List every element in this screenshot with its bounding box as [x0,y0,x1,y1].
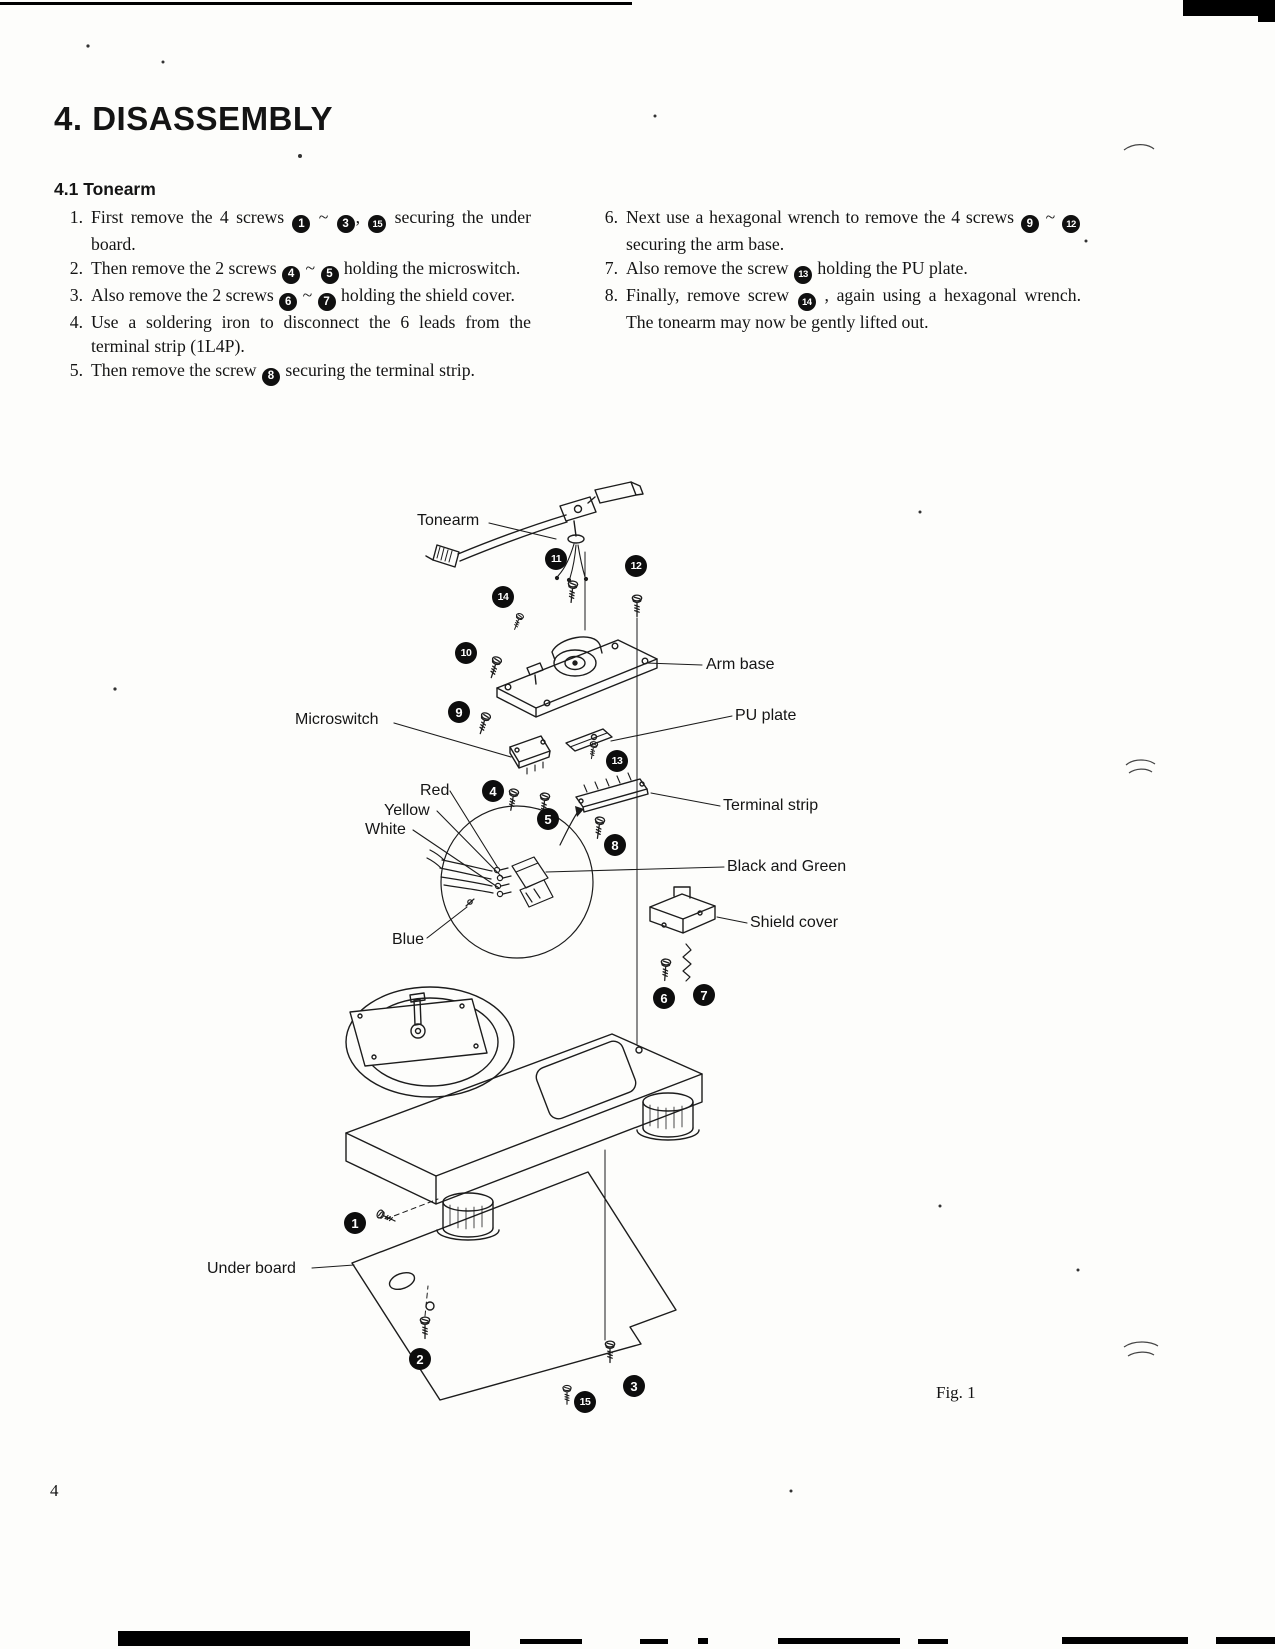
circled-number-4: 4 [282,266,300,284]
arm-base-drawing [497,637,657,717]
instruction-text: Use a soldering iron to disconnect the 6 leads from the terminal strip (1L4P). [91,312,531,357]
instruction-text: Also remove the screw 13 holding the PU plate. [626,257,1081,284]
diagram-label-red: Red [420,782,450,799]
diagram-label-white: White [365,821,406,838]
callout-8: 8 [604,834,626,856]
scan-squiggles [1124,145,1158,1356]
instruction-number: 6. [604,207,618,227]
callout-7: 7 [693,984,715,1006]
diagram-label-pu-plate: PU plate [735,707,797,724]
diagram-label-under-board: Under board [207,1260,296,1277]
instruction-text: Also remove the 2 screws 6 ~ 7 holding the shield cover. [91,284,531,311]
callout-6: 6 [653,987,675,1009]
screw-icons [376,581,671,1405]
leader-lines [312,523,747,1268]
instruction-text: Then remove the screw 8 securing the terminal strip. [91,359,531,386]
circled-number-13: 13 [794,266,812,284]
instruction-number: 2. [69,257,83,278]
callout-13: 13 [606,750,628,772]
foot-right [637,1093,699,1140]
circled-number-5: 5 [321,266,339,284]
circled-number-9: 9 [1021,215,1039,233]
circled-number-3: 3 [337,215,355,233]
callout-5: 5 [537,808,559,830]
circled-number-15: 15 [368,215,386,233]
diagram-label-terminal-strip: Terminal strip [723,797,819,814]
callout-14: 14 [492,586,514,608]
callout-15: 15 [574,1391,596,1413]
circled-number-6: 6 [279,293,297,311]
microswitch-drawing [510,736,550,774]
circled-number-8: 8 [262,368,280,386]
diagram-label-arm-base: Arm base [706,656,775,673]
callout-3: 3 [623,1375,645,1397]
spring [683,944,691,981]
circled-number-14: 14 [798,293,816,311]
instruction-number: 1. [69,207,83,227]
diagram-label-tonearm: Tonearm [417,512,480,529]
circled-number-7: 7 [318,293,336,311]
page-number: 4 [50,1481,59,1500]
callout-1: 1 [344,1212,366,1234]
instruction-number: 5. [69,359,83,380]
instruction-number: 7. [604,257,618,278]
callout-12: 12 [625,555,647,577]
circled-number-1: 1 [292,215,310,233]
figure-caption: Fig. 1 [936,1383,976,1402]
callout-4: 4 [482,780,504,802]
callout-11: 11 [545,548,567,570]
callout-10: 10 [455,642,477,664]
platter-drawing [346,987,514,1097]
instruction-number: 3. [69,285,83,306]
pu-plate-drawing [566,729,612,751]
callout-9: 9 [448,701,470,723]
diagram-label-shield-cover: Shield cover [750,914,839,931]
section-heading: 4.1 Tonearm [54,179,156,199]
instruction-text: Next use a hexagonal wrench to remove the 4 screws 9 ~ 12 securing the arm base. [626,206,1081,257]
instruction-text: Then remove the 2 screws 4 ~ 5 holding the microswitch. [91,257,531,284]
diagram-label-blue: Blue [392,931,425,948]
instruction-number: 8. [604,285,618,306]
instruction-text: First remove the 4 screws 1 ~ 3 , 15 securing the under board. [91,207,531,255]
shield-cover-drawing [650,887,715,981]
tonearm-drawing [426,482,643,581]
callout-2: 2 [409,1348,431,1370]
diagram-label-microswitch: Microswitch [295,711,379,728]
instruction-number: 4. [69,312,83,333]
diagram-label-black-and-green: Black and Green [727,858,847,875]
diagram-label-yellow: Yellow [384,802,430,819]
page-title: 4. DISASSEMBLY [54,100,334,137]
circled-number-12: 12 [1062,215,1080,233]
instruction-text: Finally, remove screw 14 , again using a hexagonal wrench. The tonearm may now be gently lifted out. [626,285,1081,333]
under-board-drawing [352,1172,676,1400]
